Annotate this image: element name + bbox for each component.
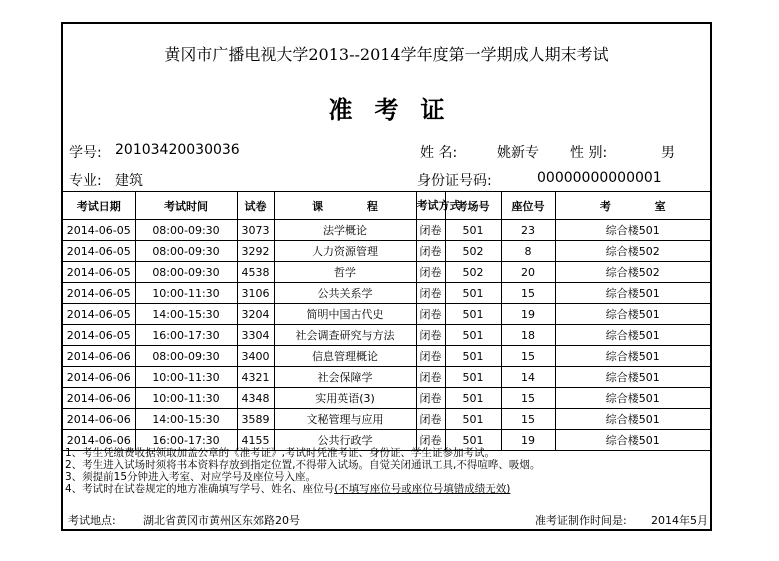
gender-label: 性 别: (570, 145, 608, 161)
table-row (63, 220, 710, 241)
cell-exam-room: 综合楼501 (555, 325, 710, 346)
cell-exam-time: 08:00-09:30 (135, 220, 237, 241)
header-exam-method: 考试方式 (416, 192, 445, 220)
major-label: 专业: (69, 173, 102, 189)
cell-exam-date: 2014-06-06 (63, 367, 135, 388)
cell-paper-code: 4155 (237, 430, 274, 451)
cell-paper-code: 3073 (237, 220, 274, 241)
gender-value: 男 (661, 145, 675, 161)
note-2: 2、考生进入试场时须将书本资料存放到指定位置,不得带入试场。自觉关闭通讯工具,不得喧哗、吸烟。 (65, 459, 541, 471)
made-date-label: 准考证制作时间是: (535, 514, 627, 527)
note-3: 3、须提前15分钟进入考室、对应学号及座位号入座。 (65, 471, 317, 483)
header-course: 课 程 (274, 192, 416, 220)
header-room-number: 考场号 (445, 192, 501, 220)
cell-exam-time: 10:00-11:30 (135, 283, 237, 304)
table-row (63, 388, 710, 409)
table-header-row (63, 192, 710, 220)
cell-paper-code: 3204 (237, 304, 274, 325)
note-4-text: 4、考试时在试卷规定的地方准确填写学号、姓名、座位号 (65, 483, 335, 495)
cell-paper-code: 3400 (237, 346, 274, 367)
cell-exam-time: 08:00-09:30 (135, 262, 237, 283)
cell-exam-method: 闭卷 (416, 325, 445, 346)
cell-exam-date: 2014-06-05 (63, 262, 135, 283)
cell-exam-date: 2014-06-05 (63, 220, 135, 241)
cell-exam-room: 综合楼501 (555, 367, 710, 388)
cell-exam-date: 2014-06-06 (63, 388, 135, 409)
cell-paper-code: 4348 (237, 388, 274, 409)
exam-location-label: 考试地点: (68, 514, 116, 527)
cell-exam-room: 综合楼501 (555, 304, 710, 325)
cell-room-number: 501 (445, 388, 501, 409)
cell-exam-date: 2014-06-05 (63, 283, 135, 304)
cell-seat-number: 23 (501, 220, 555, 241)
cell-seat-number: 19 (501, 304, 555, 325)
note-1: 1、考生凭缴费收据领取加盖公章的《准考证》,考试时凭准考证、身份证、学生证参加考试。 (65, 447, 496, 459)
name-value: 姚新专 (497, 145, 539, 161)
cell-exam-method: 闭卷 (416, 346, 445, 367)
cell-seat-number: 8 (501, 241, 555, 262)
cell-paper-code: 4538 (237, 262, 274, 283)
cell-course: 文秘管理与应用 (274, 409, 416, 430)
cell-course: 哲学 (274, 262, 416, 283)
cell-course: 信息管理概论 (274, 346, 416, 367)
cell-seat-number: 19 (501, 430, 555, 451)
cell-exam-method: 闭卷 (416, 409, 445, 430)
name-label: 姓 名: (420, 145, 458, 161)
cell-course: 公共行政学 (274, 430, 416, 451)
cell-exam-method: 闭卷 (416, 262, 445, 283)
cell-seat-number: 18 (501, 325, 555, 346)
cell-course: 社会保障学 (274, 367, 416, 388)
cell-room-number: 501 (445, 325, 501, 346)
cell-room-number: 501 (445, 304, 501, 325)
major-value: 建筑 (115, 173, 143, 189)
exam-notes (63, 447, 705, 495)
cell-exam-time: 10:00-11:30 (135, 367, 237, 388)
cell-course: 简明中国古代史 (274, 304, 416, 325)
cell-paper-code: 3292 (237, 241, 274, 262)
cell-exam-room: 综合楼502 (555, 262, 710, 283)
cell-exam-method: 闭卷 (416, 220, 445, 241)
cell-exam-time: 14:00-15:30 (135, 304, 237, 325)
cell-course: 人力资源管理 (274, 241, 416, 262)
cell-exam-room: 综合楼501 (555, 346, 710, 367)
student-id-value: 20103420030036 (115, 142, 240, 158)
cell-exam-time: 10:00-11:30 (135, 388, 237, 409)
table-row (63, 346, 710, 367)
cell-course: 公共关系学 (274, 283, 416, 304)
cell-exam-time: 08:00-09:30 (135, 346, 237, 367)
cell-exam-room: 综合楼502 (555, 241, 710, 262)
exam-location-value: 湖北省黄冈市黄州区东郊路20号 (143, 514, 300, 527)
cell-exam-room: 综合楼501 (555, 283, 710, 304)
cell-exam-method: 闭卷 (416, 304, 445, 325)
table-row (63, 304, 710, 325)
admission-ticket (61, 22, 712, 531)
cell-seat-number: 15 (501, 409, 555, 430)
exam-title: 黄冈市广播电视大学2013--2014学年度第一学期成人期末考试 (164, 45, 609, 64)
cell-room-number: 501 (445, 409, 501, 430)
cell-seat-number: 15 (501, 283, 555, 304)
cell-paper-code: 4321 (237, 367, 274, 388)
cell-exam-date: 2014-06-06 (63, 409, 135, 430)
header-seat-number: 座位号 (501, 192, 555, 220)
cell-exam-time: 16:00-17:30 (135, 325, 237, 346)
cell-seat-number: 14 (501, 367, 555, 388)
table-row (63, 325, 710, 346)
cell-paper-code: 3106 (237, 283, 274, 304)
cell-paper-code: 3304 (237, 325, 274, 346)
cell-exam-time: 08:00-09:30 (135, 241, 237, 262)
cell-exam-date: 2014-06-06 (63, 346, 135, 367)
cell-exam-time: 16:00-17:30 (135, 430, 237, 451)
note-4 (65, 483, 705, 495)
cell-exam-date: 2014-06-05 (63, 304, 135, 325)
header-exam-time: 考试时间 (135, 192, 237, 220)
id-card-value: 00000000000001 (537, 170, 662, 186)
cell-room-number: 501 (445, 367, 501, 388)
cell-course: 社会调查研究与方法 (274, 325, 416, 346)
cell-exam-method: 闭卷 (416, 283, 445, 304)
cell-exam-date: 2014-06-05 (63, 241, 135, 262)
cell-exam-date: 2014-06-05 (63, 325, 135, 346)
cell-course: 实用英语(3) (274, 388, 416, 409)
cell-seat-number: 15 (501, 346, 555, 367)
header-paper-code: 试卷 (237, 192, 274, 220)
cell-room-number: 501 (445, 220, 501, 241)
exam-schedule-table (63, 191, 710, 451)
cell-room-number: 501 (445, 283, 501, 304)
header-exam-room: 考 室 (555, 192, 710, 220)
table-row (63, 283, 710, 304)
table-row (63, 241, 710, 262)
cell-exam-time: 14:00-15:30 (135, 409, 237, 430)
cell-exam-room: 综合楼501 (555, 388, 710, 409)
cell-exam-method: 闭卷 (416, 241, 445, 262)
cell-course: 法学概论 (274, 220, 416, 241)
cell-exam-method: 闭卷 (416, 430, 445, 451)
cell-seat-number: 15 (501, 388, 555, 409)
note-4-warning: (不填写座位号或座位号填错成绩无效) (334, 483, 511, 495)
table-row (63, 262, 710, 283)
cell-exam-room: 综合楼501 (555, 430, 710, 451)
student-id-label: 学号: (69, 145, 102, 161)
cell-room-number: 502 (445, 241, 501, 262)
cell-exam-date: 2014-06-06 (63, 430, 135, 451)
header-exam-date: 考试日期 (63, 192, 135, 220)
ticket-heading: 准考证 (328, 95, 467, 124)
cell-exam-room: 综合楼501 (555, 409, 710, 430)
cell-room-number: 502 (445, 262, 501, 283)
cell-exam-method: 闭卷 (416, 367, 445, 388)
table-row (63, 409, 710, 430)
cell-seat-number: 20 (501, 262, 555, 283)
cell-room-number: 501 (445, 430, 501, 451)
cell-paper-code: 3589 (237, 409, 274, 430)
made-date-value: 2014年5月 (651, 514, 708, 527)
cell-exam-method: 闭卷 (416, 388, 445, 409)
cell-room-number: 501 (445, 346, 501, 367)
cell-exam-room: 综合楼501 (555, 220, 710, 241)
table-row (63, 367, 710, 388)
id-card-label: 身份证号码: (417, 173, 492, 189)
